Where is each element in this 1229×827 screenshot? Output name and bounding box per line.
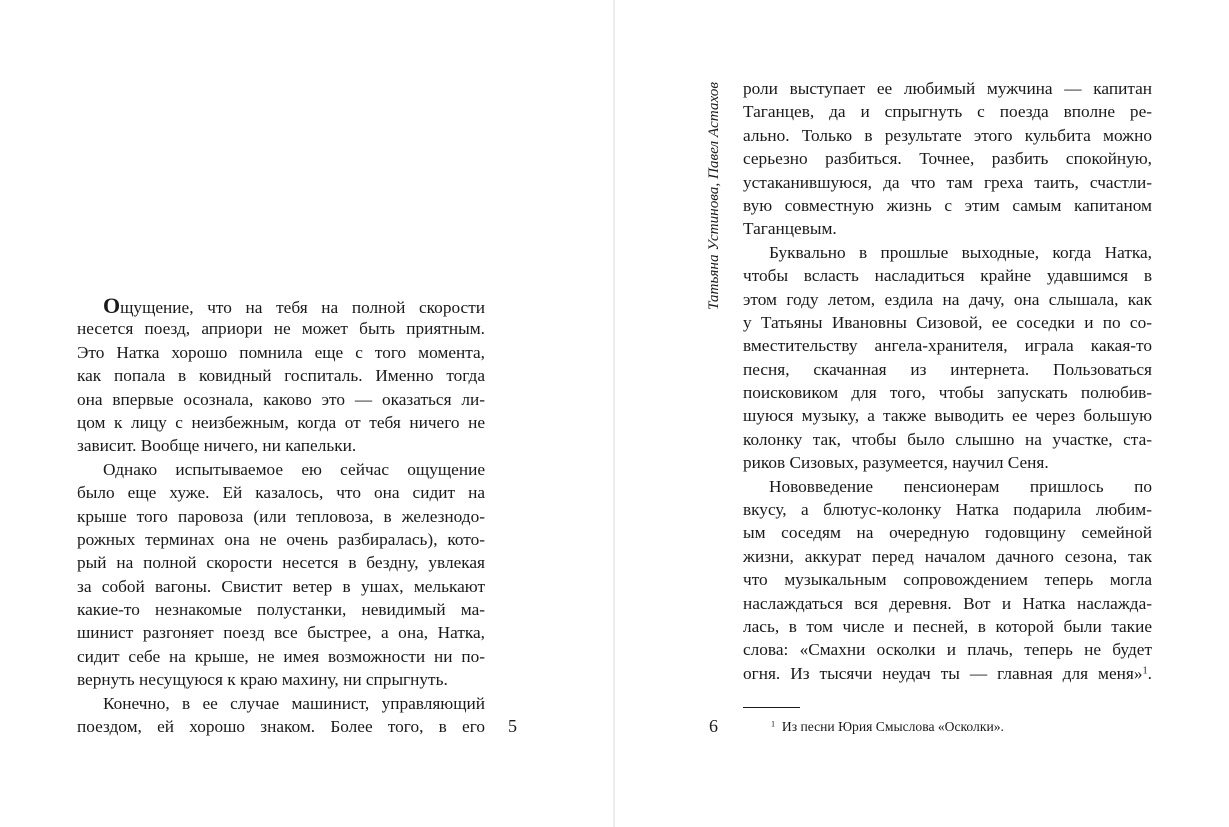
text-line: жизни, аккурат перед началом дачного сезона, так — [743, 546, 1152, 566]
text-line: ым соседям на очередную годовщину семейной — [743, 523, 1152, 543]
text-line: как попала в ковидный госпиталь. Именно тогда — [77, 366, 485, 386]
text-line: Нововведение пенсионерам пришлось по — [769, 476, 1152, 496]
text-line: Конечно, в ее случае машинист, управляющий — [103, 693, 485, 713]
text-line: Буквально в прошлые выходные, когда Натка, — [769, 242, 1152, 262]
text-line: наслаждаться вся деревня. Вот и Натка наслажда- — [743, 593, 1152, 613]
text-line: вую совместную жизнь с этим самым капитаном — [743, 195, 1152, 215]
text-line: лась, в том числе и песней, в которой были такие — [743, 616, 1152, 636]
text-line: вернуть несущуюся к краю махину, ни спрыгнуть. — [77, 670, 448, 690]
text-line: сидит себе на крыше, не имея возможности ни по- — [77, 646, 485, 666]
text-line: чтобы всласть насладиться крайне удавшимся в — [743, 266, 1152, 286]
text-line: Таганцев, да и спрыгнуть с поезда вполне ре- — [743, 102, 1152, 122]
left-page-body — [77, 294, 485, 738]
text-line: этом году летом, ездила на дачу, она слышала, как — [743, 289, 1152, 309]
text-line: поисковиком для того, чтобы запускать полюбив- — [743, 383, 1152, 403]
text-line: Это Натка хорошо помнила еще с того момента, — [77, 342, 485, 362]
text-line: роли выступает ее любимый мужчина — капитан — [743, 79, 1152, 98]
text-line: песня, скачанная из интернета. Пользоваться — [743, 359, 1152, 379]
text-line: поездом, ей хорошо знаком. Более того, в его — [77, 717, 485, 737]
text-line: рожных терминах она не очень разбиралась), кото- — [77, 529, 485, 549]
drop-cap: О — [103, 293, 121, 318]
text-line: огня. Из тысячи неудач ты — главная для меня»$^1$. — [743, 663, 1152, 683]
text-line: вкусу, а блютус-колонку Натка подарила любим- — [743, 500, 1152, 520]
text-line: Однако испытываемое ею сейчас ощущение — [103, 459, 485, 479]
running-head-text: Татьяна Устинова, Павел Астахов — [705, 82, 722, 310]
text-line: она впервые осознала, каково это — оказаться ли- — [77, 389, 485, 409]
text-line: за собой вагоны. Свистит ветер в ушах, мелькают — [77, 576, 485, 596]
text-line: у Татьяны Ивановны Сизовой, ее соседки и по со- — [743, 312, 1152, 332]
text-line: риков Сизовых, разумеется, научил Сеня. — [743, 453, 1049, 473]
footnote-reference[interactable]: 1 — [1142, 665, 1148, 677]
text-line: шинист разгоняет поезд все быстрее, а она, Натка, — [77, 623, 485, 643]
page-number: 5 — [508, 716, 517, 736]
footnote-text: Из песни Юрия Смыслова «Осколки». — [781, 719, 1004, 734]
running-head — [703, 82, 727, 340]
text-line: несется поезд, априори не может быть приятным. — [77, 319, 485, 339]
right-page-body — [743, 77, 1152, 685]
text-line: Таганцевым. — [743, 219, 837, 239]
text-line: ально. Только в результате этого кульбита можно — [743, 125, 1152, 145]
footnote-number: 1 — [771, 719, 776, 729]
right-page — [615, 0, 1229, 827]
page-number: 6 — [709, 716, 718, 736]
text-line: серьезно разбиться. Точнее, разбить спокойную, — [743, 149, 1152, 169]
text-line: колонку так, чтобы было слышно на участке, ста- — [743, 429, 1152, 449]
text-line: устаканившуюся, да что там греха таить, счастли- — [743, 172, 1152, 192]
text-line: рый на полной скорости несется в бездну, увлекая — [77, 553, 485, 573]
text-line: крыше того паровоза (или тепловоза, в железнодо- — [77, 506, 485, 526]
text-line: какие-то незнакомые полустанки, невидимый ма- — [77, 600, 485, 620]
text-line: шуюся музыку, а также выводить ее через большую — [743, 406, 1152, 426]
left-page — [0, 0, 613, 827]
text-line: слова: «Смахни осколки и плачь, теперь не будет — [743, 640, 1152, 660]
text-line: было еще хуже. Ей казалось, что она сидит на — [77, 483, 485, 503]
text-line: Ощущение, что на тебя на полной скорости — [103, 293, 485, 318]
text-line: что музыкальным сопровождением теперь могла — [743, 570, 1152, 590]
footnote-rule — [743, 707, 800, 708]
footnote — [771, 719, 1004, 735]
text-line: цом к лицу с неизбежным, когда от тебя ничего не — [77, 412, 485, 432]
text-line: вместительству ангела-хранителя, играла какая-то — [743, 336, 1152, 356]
text-line: зависит. Вообще ничего, ни капельки. — [77, 436, 357, 456]
